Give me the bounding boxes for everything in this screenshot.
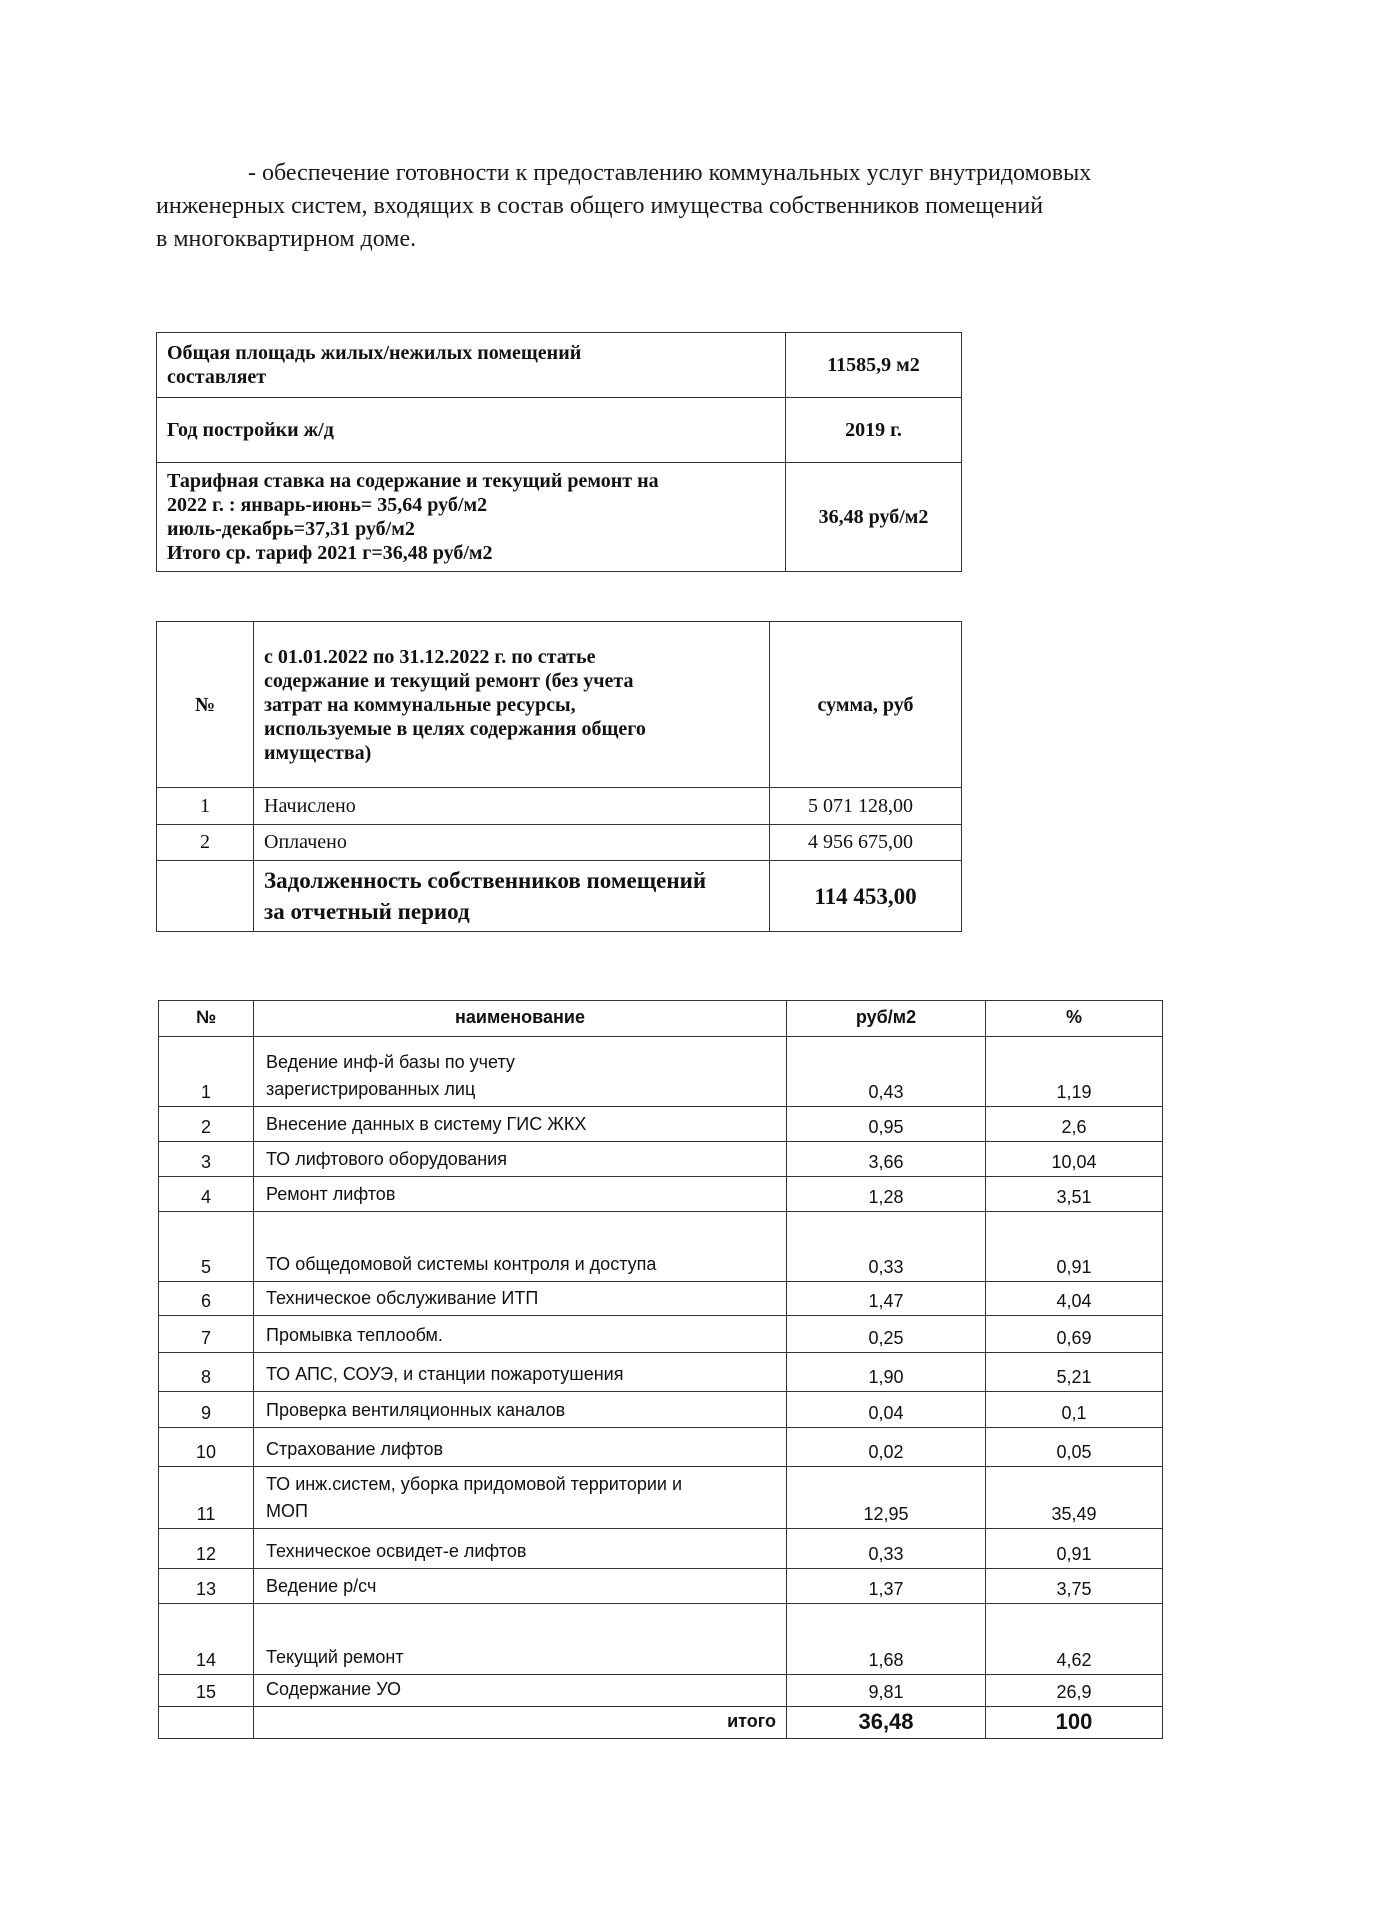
row-rate: 1,37 — [787, 1569, 986, 1604]
row-percent: 0,05 — [986, 1428, 1163, 1467]
table-row — [159, 1529, 1163, 1569]
intro-paragraph — [156, 157, 1206, 256]
row-name — [254, 1353, 787, 1392]
row-value: 4 956 675,00 — [770, 825, 962, 861]
row-name — [254, 1316, 787, 1353]
row-name-line: Ведение инф-й базы по учету — [266, 1052, 515, 1072]
table-row — [159, 1037, 1163, 1107]
row-name-line: Содержание УО — [266, 1679, 402, 1699]
info-label: Тарифная ставка на содержание и текущий ремонт на 2022 г. : январь-июнь= 35,64 руб/м2 июль-декабрь=37,31 руб/м2 Итого ср. тариф 2021 г=36,48 руб/м2 — [157, 463, 786, 572]
row-name — [254, 1177, 787, 1212]
cost-breakdown-table — [158, 1000, 1163, 1739]
table-row — [159, 1177, 1163, 1212]
intro-line: инженерных систем, входящих в состав общего имущества собственников помещений — [156, 193, 1044, 219]
table-row — [159, 1604, 1163, 1675]
column-header-name: наименование — [254, 1001, 787, 1037]
table-row — [157, 788, 962, 825]
row-name — [254, 1212, 787, 1282]
debt-label: Задолженность собственников помещений за отчетный период — [254, 861, 770, 932]
row-rate: 0,25 — [787, 1316, 986, 1353]
table-row — [159, 1569, 1163, 1604]
row-rate: 1,47 — [787, 1282, 986, 1316]
info-label: Общая площадь жилых/нежилых помещений составляет — [157, 333, 786, 398]
table-row — [159, 1675, 1163, 1707]
row-percent: 4,04 — [986, 1282, 1163, 1316]
row-rate: 0,02 — [787, 1428, 986, 1467]
row-rate: 0,33 — [787, 1529, 986, 1569]
row-percent: 0,69 — [986, 1316, 1163, 1353]
total-rate: 36,48 — [787, 1707, 986, 1739]
info-value: 11585,9 м2 — [786, 333, 962, 398]
table-row — [159, 1282, 1163, 1316]
row-name-line: Техническое обслуживание ИТП — [266, 1288, 539, 1308]
row-name — [254, 1037, 787, 1107]
row-percent: 4,62 — [986, 1604, 1163, 1675]
table-row — [157, 333, 962, 398]
row-name — [254, 1142, 787, 1177]
row-rate: 0,33 — [787, 1212, 986, 1282]
row-percent: 2,6 — [986, 1107, 1163, 1142]
table-row — [159, 1353, 1163, 1392]
row-percent: 10,04 — [986, 1142, 1163, 1177]
row-num: 1 — [157, 788, 254, 825]
row-num: 12 — [159, 1529, 254, 1569]
row-num: 15 — [159, 1675, 254, 1707]
row-name-line: МОП — [266, 1501, 308, 1521]
row-name-line: Ведение р/сч — [266, 1576, 377, 1596]
row-name — [254, 1392, 787, 1428]
column-header-sum: сумма, руб — [770, 622, 962, 788]
row-label: Начислено — [254, 788, 770, 825]
debt-row — [157, 861, 962, 932]
table-row — [159, 1392, 1163, 1428]
row-num: 8 — [159, 1353, 254, 1392]
row-name-line: Промывка теплообм. — [266, 1325, 443, 1345]
row-percent: 3,51 — [986, 1177, 1163, 1212]
row-name-line: Проверка вентиляционных каналов — [266, 1400, 566, 1420]
row-name-line: Текущий ремонт — [266, 1647, 404, 1667]
table-row — [157, 463, 962, 572]
row-rate: 0,95 — [787, 1107, 986, 1142]
row-num: 13 — [159, 1569, 254, 1604]
row-name-line: Техническое освидет-е лифтов — [266, 1541, 527, 1561]
row-percent: 26,9 — [986, 1675, 1163, 1707]
row-label: Оплачено — [254, 825, 770, 861]
row-percent: 1,19 — [986, 1037, 1163, 1107]
table-header-row — [157, 622, 962, 788]
row-name-line: ТО лифтового оборудования — [266, 1149, 507, 1169]
table-row — [157, 398, 962, 463]
row-rate: 12,95 — [787, 1467, 986, 1529]
column-header-percent: % — [986, 1001, 1163, 1037]
row-name — [254, 1529, 787, 1569]
row-name-line: ТО АПС, СОУЭ, и станции пожаротушения — [266, 1364, 624, 1384]
column-header-num: № — [157, 622, 254, 788]
column-header-num: № — [159, 1001, 254, 1037]
row-name — [254, 1282, 787, 1316]
table-row — [159, 1212, 1163, 1282]
row-percent: 0,91 — [986, 1529, 1163, 1569]
row-name — [254, 1467, 787, 1529]
table-row — [159, 1467, 1163, 1529]
table-row — [159, 1428, 1163, 1467]
row-name — [254, 1604, 787, 1675]
row-name-line: Внесение данных в систему ГИС ЖКХ — [266, 1114, 587, 1134]
column-header-rate: руб/м2 — [787, 1001, 986, 1037]
row-num: 1 — [159, 1037, 254, 1107]
row-name-line: ТО общедомовой системы контроля и доступа — [266, 1254, 657, 1274]
row-rate: 0,04 — [787, 1392, 986, 1428]
row-rate: 1,90 — [787, 1353, 986, 1392]
row-rate: 0,43 — [787, 1037, 986, 1107]
row-rate: 1,28 — [787, 1177, 986, 1212]
building-info-table — [156, 332, 962, 572]
finance-table — [156, 621, 962, 932]
row-rate: 9,81 — [787, 1675, 986, 1707]
row-percent: 0,91 — [986, 1212, 1163, 1282]
row-name-line: Ремонт лифтов — [266, 1184, 396, 1204]
table-row — [157, 825, 962, 861]
row-name-line: зарегистрированных лиц — [266, 1079, 476, 1099]
row-num: 7 — [159, 1316, 254, 1353]
total-label: итого — [254, 1707, 787, 1739]
total-percent: 100 — [986, 1707, 1163, 1739]
row-value: 5 071 128,00 — [770, 788, 962, 825]
row-num: 11 — [159, 1467, 254, 1529]
table-row — [159, 1316, 1163, 1353]
info-label: Год постройки ж/д — [157, 398, 786, 463]
total-row — [159, 1707, 1163, 1739]
intro-line: в многоквартирном доме. — [156, 226, 417, 252]
row-num: 3 — [159, 1142, 254, 1177]
table-row — [159, 1142, 1163, 1177]
row-num: 4 — [159, 1177, 254, 1212]
row-percent: 0,1 — [986, 1392, 1163, 1428]
info-value: 36,48 руб/м2 — [786, 463, 962, 572]
table-row — [159, 1107, 1163, 1142]
row-percent: 3,75 — [986, 1569, 1163, 1604]
row-num: 2 — [159, 1107, 254, 1142]
intro-line: - обеспечение готовности к предоставлению коммунальных услуг внутридомовых — [248, 160, 1092, 186]
row-name — [254, 1675, 787, 1707]
row-name — [254, 1107, 787, 1142]
table-header-row — [159, 1001, 1163, 1037]
row-rate: 3,66 — [787, 1142, 986, 1177]
row-num: 2 — [157, 825, 254, 861]
info-value: 2019 г. — [786, 398, 962, 463]
cost-rows — [159, 1037, 1163, 1707]
row-name — [254, 1428, 787, 1467]
row-percent: 35,49 — [986, 1467, 1163, 1529]
row-percent: 5,21 — [986, 1353, 1163, 1392]
row-name-line: ТО инж.систем, уборка придомовой территории и — [266, 1474, 683, 1494]
row-num: 6 — [159, 1282, 254, 1316]
row-num: 9 — [159, 1392, 254, 1428]
row-rate: 1,68 — [787, 1604, 986, 1675]
column-header-period: с 01.01.2022 по 31.12.2022 г. по статье содержание и текущий ремонт (без учета затрат на коммунальные ресурсы, используемые в целях содержания общего имущества) — [254, 622, 770, 788]
row-name — [254, 1569, 787, 1604]
row-num: 5 — [159, 1212, 254, 1282]
row-num: 10 — [159, 1428, 254, 1467]
row-num: 14 — [159, 1604, 254, 1675]
debt-value: 114 453,00 — [770, 861, 962, 932]
row-name-line: Страхование лифтов — [266, 1439, 444, 1459]
